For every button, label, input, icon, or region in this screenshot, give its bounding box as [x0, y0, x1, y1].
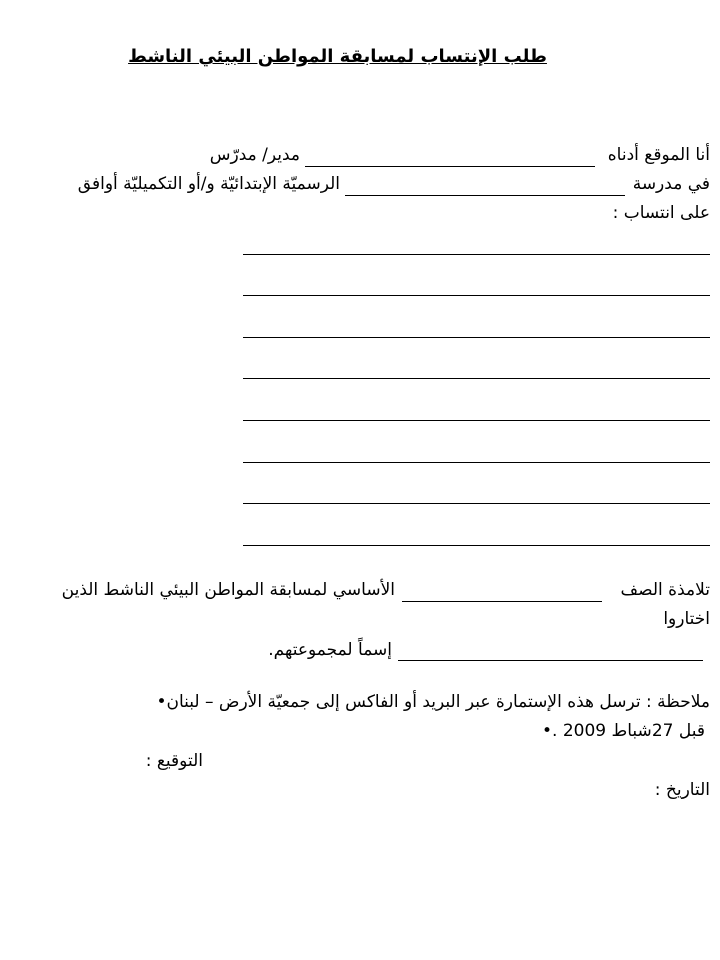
write-line[interactable]	[243, 503, 710, 504]
date-label: التاريخ :	[654, 780, 710, 800]
line1-end: مدير/ مدرّس	[209, 145, 300, 165]
write-line[interactable]	[243, 337, 710, 338]
line1-start: أنا الموقع أدناه	[607, 145, 710, 165]
name-blank[interactable]	[305, 166, 595, 167]
line3: على انتساب :	[612, 203, 710, 223]
write-line[interactable]	[243, 462, 710, 463]
line2-start: في مدرسة	[632, 174, 710, 194]
school-blank[interactable]	[345, 195, 625, 196]
write-line[interactable]	[243, 420, 710, 421]
note-line1: ملاحظة : ترسل هذه الإستمارة عبر البريد أو الفاكس إلى جمعيّة الأرض – لبنان•	[156, 692, 710, 712]
form-title: طلب الإنتساب لمسابقة المواطن البيئي الناشط	[128, 46, 547, 67]
note-line2: قبل 27شباط 2009 .•	[542, 721, 705, 741]
signature-label: التوقيع :	[145, 751, 203, 771]
group-name-blank[interactable]	[398, 660, 703, 661]
write-line[interactable]	[243, 254, 710, 255]
line4-start: تلامذة الصف	[620, 580, 710, 600]
write-line[interactable]	[243, 545, 710, 546]
class-blank[interactable]	[402, 601, 602, 602]
line5: اختاروا	[663, 609, 710, 629]
write-line[interactable]	[243, 378, 710, 379]
write-line[interactable]	[243, 295, 710, 296]
line2-end: الرسميّة الإبتدائيّة و/أو التكميليّة أوافق	[77, 174, 340, 194]
line6-end: إسماً لمجموعتهم.	[268, 640, 392, 660]
line4-end: الأساسي لمسابقة المواطن البيئي الناشط الذين	[61, 580, 395, 600]
